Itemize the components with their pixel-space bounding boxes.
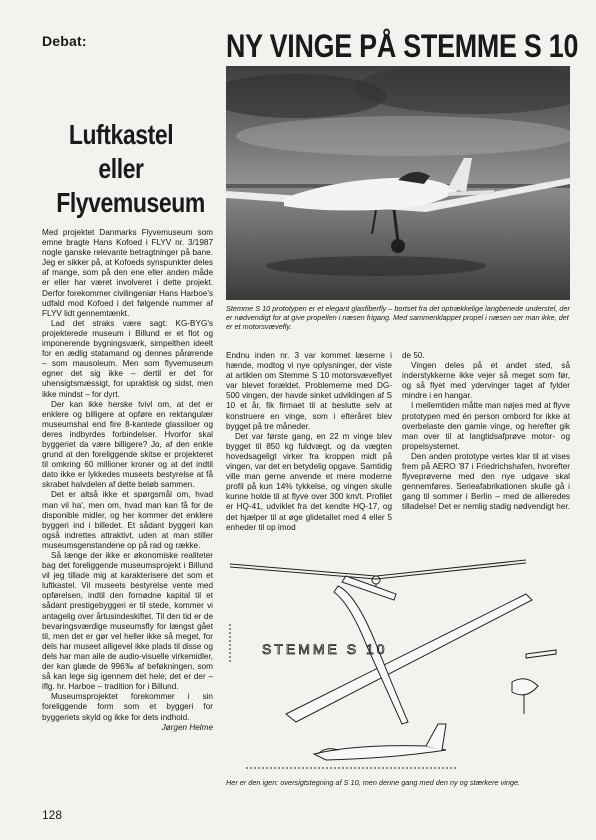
article-paragraph: Det var første gang, en 22 m vinge blev bygget til 850 kg fuldvægt, og da vægten hovedsageligt virker fra kroppen midt på vingen, var det en betydelig opgave. Samtidig ville man gerne anvende et mere moderne profil på kun 14% tykkelse, og vingen skulle kunne holde til at flyve over 300 km/t. Profilet er HQ-41, udviklet fra det kendte HQ-17, og det hjælper til at øge glidetallet med 4 eller 5 enheder til op imod (226, 431, 392, 532)
left-paragraph: Det er altså ikke et spørgsmål om, hvad man vil ha', men om, hvad man kan få for de disponible midler, og her kommer det enklere byggeri ind i billedet. Et sådant byggeri kan også indrettes attraktivt, uden at man stiller museumsgenstandene op på rad og række. (42, 490, 213, 550)
article-paragraph: de 50. (402, 351, 425, 360)
main-article-column-1 (226, 351, 392, 533)
left-paragraph: Lad det straks være sagt: KG-BYG's projekterede museum i Billund er et flot og imponerende bygningsværk, simpelthen ideelt for en ædlig statamand og dennes pårørende – som mausoleum. Men som flyvemuseum egner det sig ikke – dertil er det for uhensigtsmæssigt, for upraktisk og sidst, men ikke mindst – for dyrt. (42, 318, 213, 399)
left-paragraph: Med projektet Danmarks Flyvemuseum som emne bragte Hans Kofoed i FLYV nr. 3/1987 nogle ganske relevante betragtninger på bane. Jeg er sikker på, at Kofoeds synspunkter deles af mange, som på den ene eller anden måde er eller har været involveret i dette projekt. Derfor forekommer civilingeniør Hans Harboe's udfald mod Kofoed i det følgende nummer af FLYV lidt gennemtænkt. (42, 228, 213, 318)
main-article-column-2 (402, 351, 570, 513)
left-title-line-3: Flyvemuseum (56, 187, 205, 218)
left-paragraph: Så længe der ikke er økonomiske realiteter bag det foreliggende museumsprojekt i Billund vil jeg tillade mig at karakterisere det som et luftkastel. Vil museets bestyrelse vente med opførelsen, indtil den fornødne kapital til et sådant prestigebyggeri er til stede, kommer vi antagelig over årtusindeskiftet. Til den tid er de bevaringsværdige museumsfly for længst gået til, men det er gør vel heller ikke så meget, for dels har museet alligevel ikke plads til disse og dels har man alle de audio-visuelle virkemidler, der kan glæde de 996‰ af beføkningen, som så kan lege sig igennem det hele; det er der – iflg. hr. Harboe – tradition for i Billund. (42, 551, 213, 692)
photo-caption: Stemme S 10 prototypen er et elegant glasfiberfly – bortset fra det optrækkelige langbenede understel, der er nødvendigt for at give propellen i næsen frigang. Med sammenklappet propel i næsen ser man ikke, det er et motorsvævefly. (226, 304, 570, 331)
page-number: 128 (42, 808, 63, 822)
section-label: Debat: (42, 33, 87, 49)
author-signature: Jørgen Helme (161, 722, 213, 732)
left-paragraph: Der kan ikke herske tvivl om, at det er enklere og billigere at opføre en rektangulær museumshal end fire 8-kantede glassiloer og deres indbyrdes forbindelser. Hvorfor skal byggeriet da være billigere? Jo, af den enkle grund at den foreliggende skitse er projekteret til omkring 60 millioner kroner og at det indtil dato ikke er lykkedes museets bestyrelse at få skrabet halvdelen af dette beløb sammen. (42, 399, 213, 490)
article-paragraph: Vingen deles på et andet sted, så inderstykkerne ikke vejer så meget som før, og så flyet med ydervinger taget af fylder mindre i en hangar. (402, 361, 570, 401)
left-title-line-1: Luftkastel (68, 119, 174, 150)
main-article-title: NY VINGE PÅ STEMME S 10 (226, 28, 579, 64)
glider-photo (226, 66, 570, 300)
left-article-body (42, 228, 213, 733)
left-article-title (56, 118, 205, 220)
left-paragraph: Museumsprojektet forekommer i sin foreliggende form som et byggeri for byggeriets skyld og ikke for dets indhold. (42, 692, 213, 722)
drawing-caption: Her er den igen: oversigtstegning af S 10, men denne gang med den ny og stærkere vinge. (226, 778, 521, 787)
article-paragraph: Endnu inden nr. 3 var kommet læserne i hænde, modtog vi nye oplysninger, der viste at artiklen om Stemme S 10 motorsvæveflyet var blevet forældet. Problemerne med DG-500 vingen, der havde sinket udviklingen af S 10 et år, fik firmaet til at beslutte selv at konstruere en vinge, som i efteråret blev bygget på tre måneder. (226, 351, 392, 431)
glider-line-drawing (226, 554, 570, 776)
three-view-drawing (226, 554, 570, 776)
glider-photo-illustration (226, 66, 570, 300)
article-paragraph: Den anden prototype vertes klar til at vises frem på AERO '87 i Friedrichshafen, hvorefter flyveprøverne med den nye udgave skal gennemføres. Serieafabrikationen skulle gå i gang til sommer i Berlin – med de allieredes tilladelse! Det er nemlig stadig nødvendigt her. (402, 451, 570, 512)
left-title-line-2: eller (98, 153, 144, 184)
article-paragraph: I mellemtiden måtte man nøjes med at flyve prototypen med én person ombord for ikke at overbelaste den gamle vinge, og herefter gik man over til at langtidsafprøve motor- og propelsystemet. (402, 401, 570, 451)
drawing-type-label: STEMME S 10 (262, 641, 388, 657)
